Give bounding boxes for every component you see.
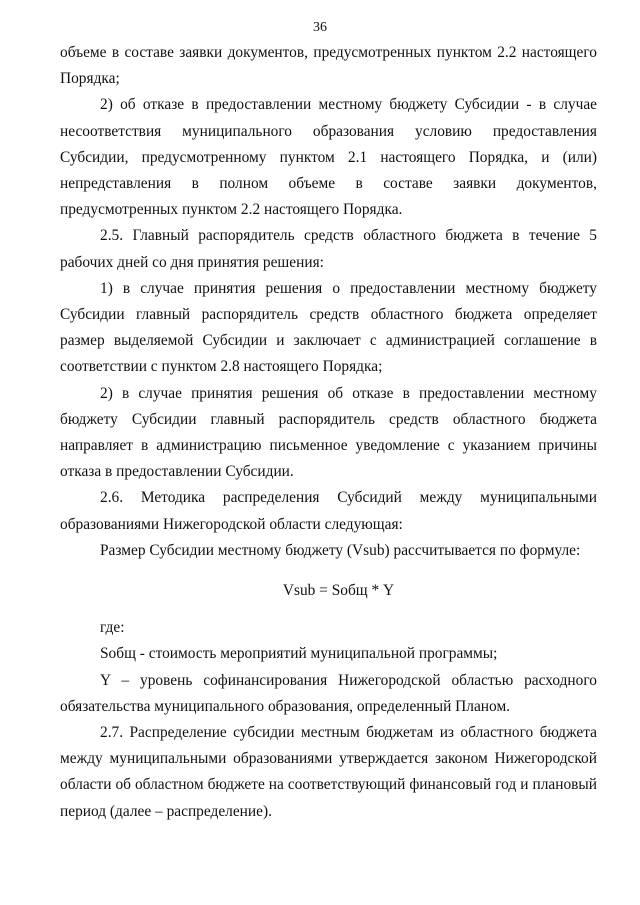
paragraph-refusal-clause: 2) об отказе в предоставлении местному бюджету Субсидии - в случае несоответствия муниципального образования условию предоставления Субсидии, предусмотренному пунктом 2.1 настоящего Порядка, и (или) непредставления в полном объеме в составе заявки документов, предусмотренных пунктом 2.2 настоящего Порядка. [60,96,597,219]
paragraph-2-7: 2.7. Распределение субсидии местным бюджетам из областного бюджета между муниципальными образованиями утверждается законом Нижегородской области об областном бюджете на соответствующий финансовый год и плановый период (далее – распределение). [60,724,597,820]
paragraph-formula-intro: Размер Субсидии местному бюджету (Vsub) рассчитывается по формуле: [100,541,581,559]
paragraph-continuation: объеме в составе заявки документов, предусмотренных пунктом 2.2 настоящего Порядка; [60,44,597,88]
paragraph-2-5: 2.5. Главный распорядитель средств областного бюджета в течение 5 рабочих дней со дня принятия решения: [60,227,597,271]
paragraph-2-5-item-2: 2) в случае принятия решения об отказе в предоставлении местному бюджету Субсидии главный распорядитель средств областного бюджета направляет в администрацию письменное уведомление с указанием причины отказа в предоставлении Субсидии. [60,384,597,481]
paragraph-2-6: 2.6. Методика распределения Субсидий между муниципальными образованиями Нижегородской области следующая: [60,489,597,533]
paragraph-definition-y: Y – уровень софинансирования Нижегородской областью расходного обязательства муниципального образования, определенный Планом. [60,671,597,715]
formula: Vsub = Sобщ * Y [282,582,395,600]
paragraph-where: где: [100,619,125,637]
document-body [60,40,597,825]
paragraph-definition-s: Sобщ - стоимость мероприятий муниципальной программы; [100,645,498,663]
page-number: 36 [313,20,327,35]
paragraph-2-5-item-1: 1) в случае принятия решения о предоставлении местному бюджету Субсидии главный распорядитель средств областного бюджета определяет размер выделяемой Субсидии и заключает с администрацией соглашение в соответствии с пунктом 2.8 настоящего Порядка; [60,279,597,376]
